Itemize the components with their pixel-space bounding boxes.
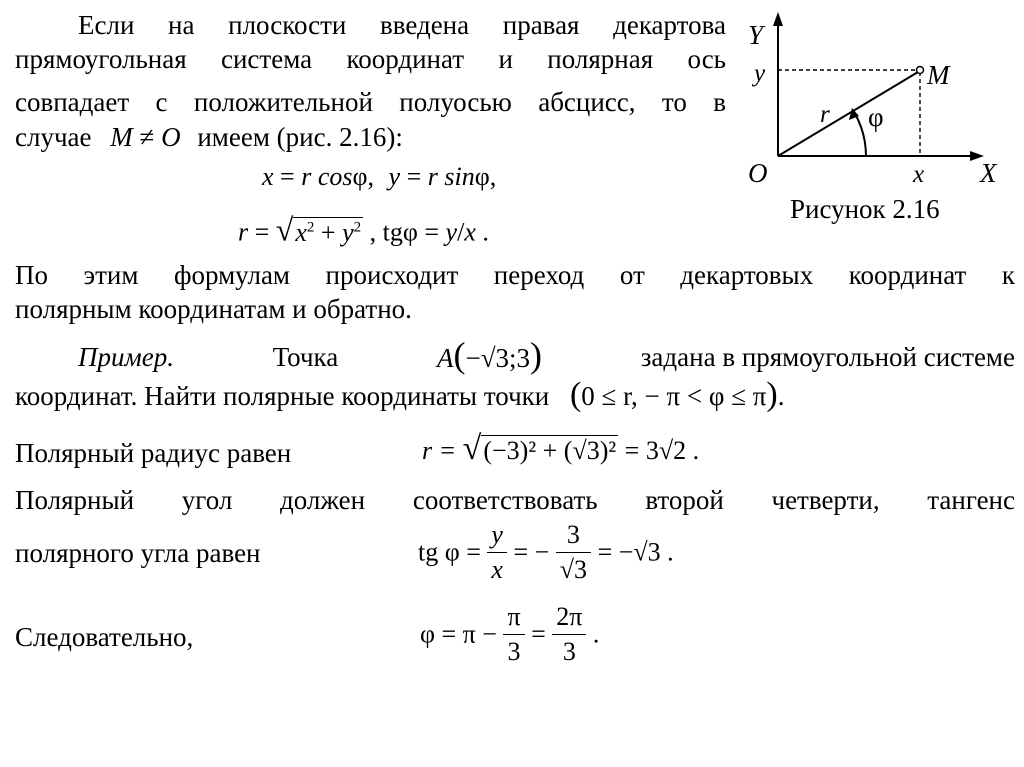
angle-tg: tg φ = [418,537,481,567]
frac3-num: π [503,600,524,635]
frac2-den: √3 [559,555,588,584]
f1-rcos: r cos [301,162,353,191]
label-x: x [913,161,925,188]
frac2-num: 3 [556,518,591,553]
f1-rsin: r sin [427,162,475,191]
angle-eq2: = − [513,537,550,567]
f1-eq1: = [280,162,295,191]
sqrt-sign: √ [275,211,294,248]
label-M: M [927,60,950,90]
example-condition: 0 ≤ r, − π < φ ≤ π [581,381,767,411]
fraction-3-over-sqrt3 [556,518,591,587]
conclusion-formula [420,600,599,669]
f1-phi2: φ [474,162,490,191]
polar-figure [740,8,1020,228]
f1-phi1: φ [352,162,368,191]
var-M: M [110,122,133,152]
radius-rhs: = 3√2 . [624,436,700,465]
fraction-y-over-x [487,518,507,587]
conclusion-end: . [592,619,600,649]
frac1-den: x [491,555,503,584]
f2-exp1: 2 [306,219,315,235]
figure-caption: Рисунок 2.16 [790,194,940,224]
conclusion-eq: = [531,619,546,649]
radius-line [778,72,918,156]
radius-sqrt-sign: √ [462,430,482,467]
para1-line2: прямоугольная система координат и полярная ось [15,44,726,74]
frac4-den: 3 [562,637,576,666]
conclusion-lhs: φ = π − [420,619,497,649]
para1-line1: Если на плоскости введена правая декартова [78,10,726,40]
f2-phi: φ [402,217,418,247]
point-M-marker [917,67,924,74]
f2-plus: + [320,217,336,247]
angle-formula [418,518,674,587]
f1-comma: , [367,162,375,191]
f2-exp2: 2 [353,219,362,235]
label-axis-y: Y [748,20,764,50]
f2-y: y [342,217,354,247]
para1-line4 [15,120,403,154]
f2-eq1: = [254,217,270,247]
f2-xx: x [464,217,476,247]
f2-end: . [482,217,489,247]
f2-slash: / [457,217,465,247]
label-origin: O [748,158,768,188]
label-r: r [820,101,830,128]
conclusion-text: Следовательно, [15,622,194,652]
example-point-A: A [436,343,454,373]
para2-line1: По этим формулам происходит переход от декартовых координат к [15,260,1015,290]
angle-end: = −√3 . [597,537,674,567]
f2-sqrt-body [293,217,363,247]
para2-line2: полярным координатам и обратно. [15,294,412,324]
para1-line4-a: случае [15,122,92,152]
angle-arc [854,112,866,156]
example-text-a: Точка [272,341,339,372]
example-line2: координат. Найти полярные координаты точки (0 ≤ r, − π < φ ≤ π). [15,376,785,413]
f1-y: y [388,162,401,191]
formula-r-tg: $r = √x^2 + y^2$ , tgφ = y/x . [238,211,489,248]
para1-line3: совпадает с положительной полуосью абсцисс, то в [15,87,726,117]
f2-yx: y [445,217,458,247]
radius-lhs: r = [422,436,457,465]
label-axis-x: X [980,158,997,188]
frac4-num: 2π [552,600,586,635]
para1-line4-b: имеем (рис. 2.16): [197,122,403,152]
radius-formula [422,432,699,468]
f1-eq2: = [406,162,422,191]
example-text-b: задана в прямоугольной системе [640,341,1015,372]
example-line2-text: координат. Найти полярные координаты точки [15,381,550,411]
f2-eq2: = [424,217,440,247]
f2-r: r [238,217,249,247]
f1-comma2: , [489,162,497,191]
fraction-pi-over-3 [503,600,524,669]
f2-tg: tg [382,217,403,247]
example-point: A(−√3;3) [436,335,543,375]
y-axis-arrow-icon [773,12,783,26]
example-label: Пример. [78,341,174,372]
angle-line1: Полярный угол должен соответствовать второй четверти, тангенс [15,485,1015,515]
label-y: y [754,60,766,87]
not-equal-sign: ≠ [139,122,155,152]
example-coords: −√3;3 [465,343,531,373]
frac1-num: y [487,518,507,553]
example-end: . [777,381,785,411]
label-phi: φ [868,102,884,132]
radius-sqrt-body: (−3)² + (√3)² [483,436,617,465]
angle-line2: полярного угла равен [15,538,261,568]
f1-x: x [262,162,274,191]
var-O: O [161,122,181,152]
example-line1 [78,335,1015,375]
radius-text: Полярный радиус равен [15,438,292,468]
formula-xy [262,160,496,194]
frac3-den: 3 [507,637,521,666]
fraction-2pi-over-3 [552,600,586,669]
f2-x: x [295,217,307,247]
